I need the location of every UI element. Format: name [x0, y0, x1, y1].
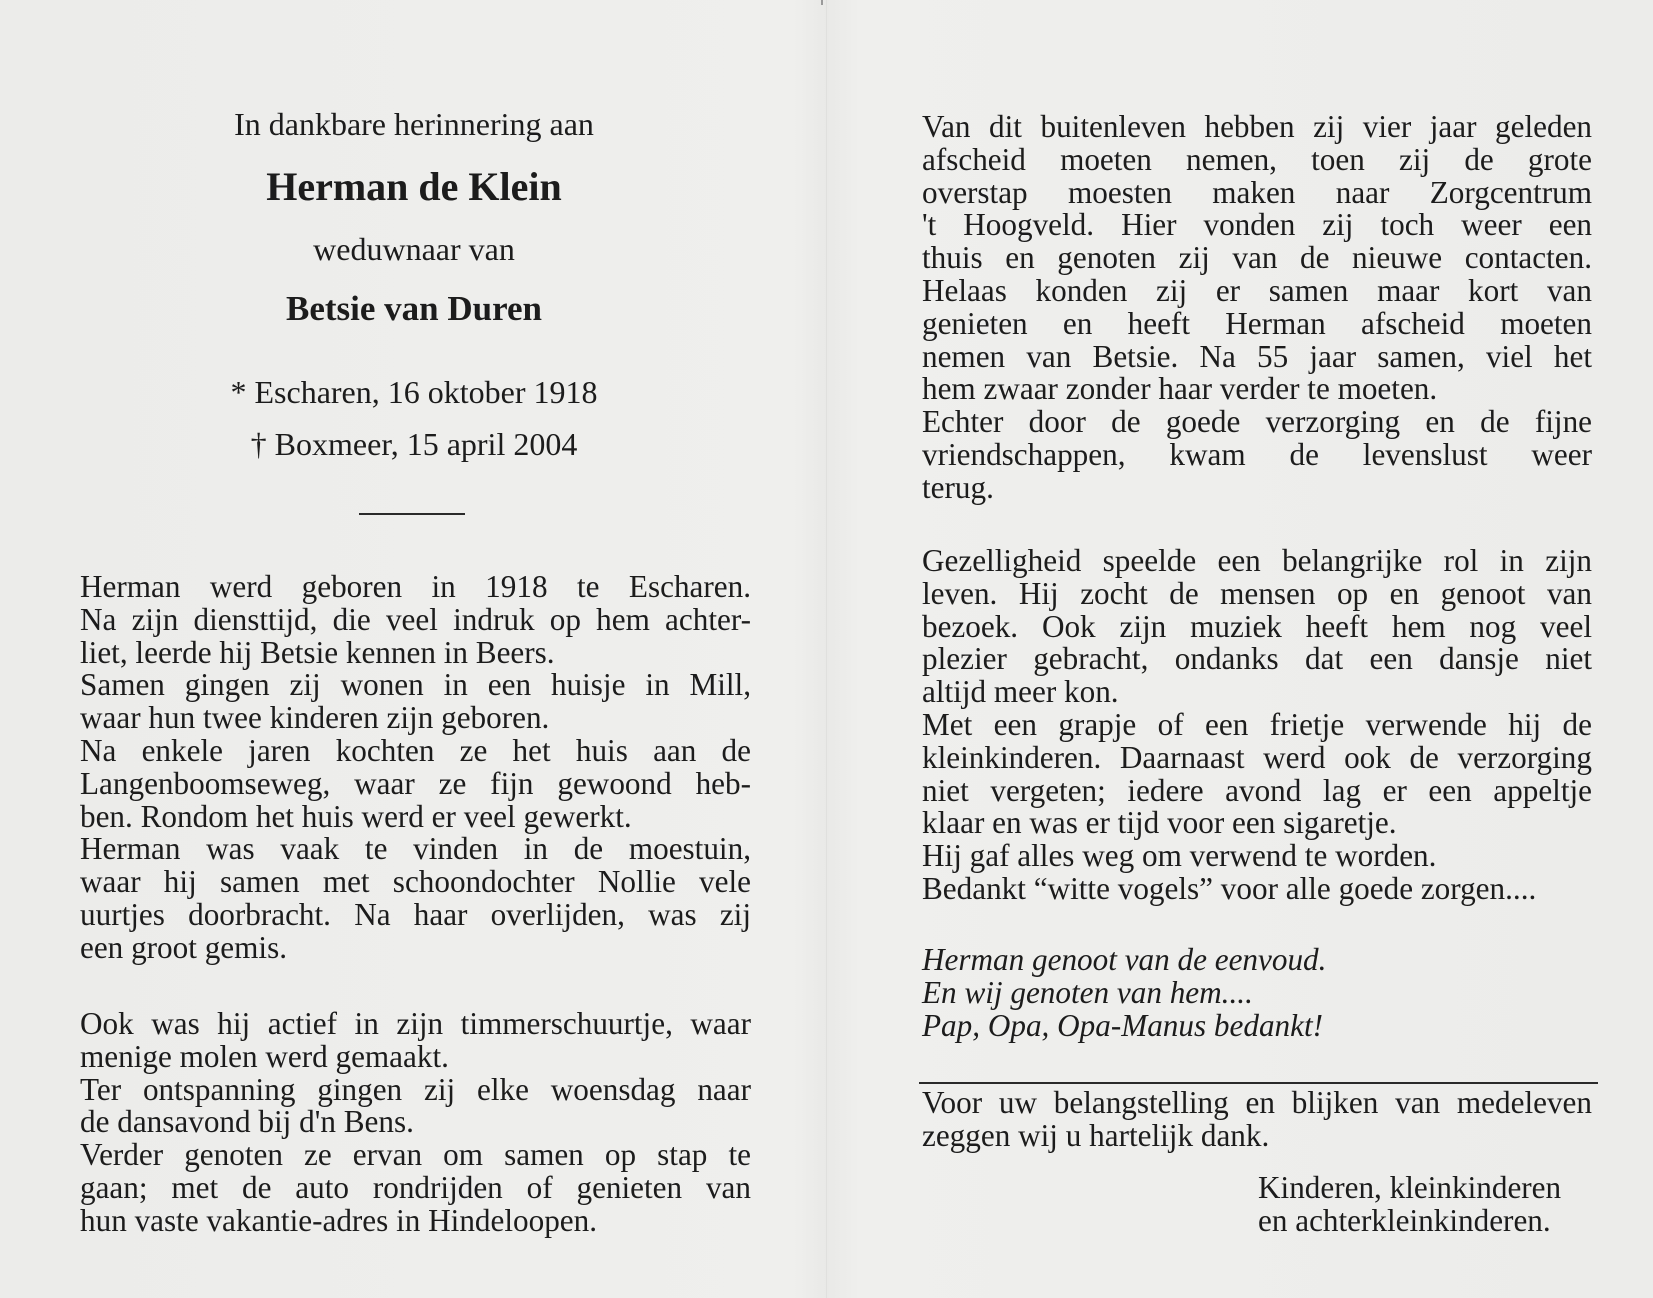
text-line: Voor uw belangstelling en blijken van medeleven — [922, 1085, 1592, 1120]
text-line: klaar en was er tijd voor een sigaretje. — [922, 805, 1397, 841]
center-fold — [826, 0, 827, 1298]
text-line: terug. — [922, 469, 994, 505]
text-line: gaan; met de auto rondrijden of genieten van — [80, 1169, 751, 1205]
text-line: Hij gaf alles weg om verwend te worden. — [922, 838, 1437, 874]
text-line: Pap, Opa, Opa-Manus bedankt! — [922, 1007, 1324, 1043]
text-line: 't Hoogveld. Hier vonden zij toch weer een — [922, 207, 1592, 243]
text-line: zeggen wij u hartelijk dank. — [922, 1117, 1270, 1153]
text-line: afscheid moeten nemen, toen zij de grote — [922, 141, 1592, 177]
text-line: menige molen werd gemaakt. — [80, 1038, 449, 1074]
text-line: Van dit buitenleven hebben zij vier jaar geleden — [922, 109, 1592, 144]
divider-short — [359, 513, 465, 515]
right-paragraph-1 — [922, 111, 1592, 505]
text-line: Met een grapje of een frietje verwende hij de — [922, 706, 1592, 742]
text-line: nemen van Betsie. Na 55 jaar samen, viel het — [922, 338, 1592, 374]
text-line: liet, leerde hij Betsie kennen in Beers. — [80, 634, 555, 670]
death-line: † Boxmeer, 15 april 2004 — [250, 426, 578, 462]
text-line: Herman werd geboren in 1918 te Escharen. — [80, 569, 751, 604]
left-paragraph-1 — [80, 571, 751, 965]
divider-long — [919, 1082, 1598, 1084]
text-line: Na enkele jaren kochten ze het huis aan de — [80, 732, 751, 768]
text-line: thuis en genoten zij van de nieuwe contacten. — [922, 240, 1592, 276]
text-line: niet vergeten; iedere avond lag er een appeltje — [922, 772, 1592, 808]
text-line: waar hij samen met schoondochter Nollie vele — [80, 864, 751, 900]
text-line: Herman was vaak te vinden in de moestuin, — [80, 831, 751, 867]
spouse-name: Betsie van Duren — [285, 289, 543, 328]
text-line: Ook was hij actief in zijn timmerschuurtje, waar — [80, 1006, 751, 1041]
text-line: een groot gemis. — [80, 929, 287, 965]
text-line: overstap moesten maken naar Zorgcentrum — [922, 174, 1592, 210]
text-line: hem zwaar zonder haar verder te moeten. — [922, 371, 1438, 407]
text-line: Verder genoten ze ervan om samen op stap te — [80, 1137, 751, 1173]
deceased-name: Herman de Klein — [266, 164, 562, 209]
text-line: Kinderen, kleinkinderen — [1258, 1170, 1562, 1205]
text-line: Ter ontspanning gingen zij elke woensdag naar — [80, 1071, 751, 1107]
birth-line: * Escharen, 16 oktober 1918 — [230, 374, 598, 410]
text-line: de dansavond bij d'n Bens. — [80, 1104, 414, 1140]
text-line: bezoek. Ook zijn muziek heeft hem nog veel — [922, 608, 1592, 644]
text-line: En wij genoten van hem.... — [922, 974, 1253, 1010]
text-line: Bedankt “witte vogels” voor alle goede zorgen.... — [922, 870, 1537, 906]
text-line: hun vaste vakantie-adres in Hindeloopen. — [80, 1202, 598, 1238]
text-line: plezier gebracht, ondanks dat een dansje niet — [922, 641, 1592, 677]
text-line: Na zijn diensttijd, die veel indruk op hem achter- — [80, 601, 751, 637]
fold-mark — [821, 0, 823, 5]
text-line: kleinkinderen. Daarnaast werd ook de verzorging — [922, 739, 1592, 775]
text-line: Gezelligheid speelde een belangrijke rol in zijn — [922, 543, 1592, 578]
text-line: waar hun twee kinderen zijn geboren. — [80, 700, 550, 736]
text-line: altijd meer kon. — [922, 674, 1119, 710]
text-line: Helaas konden zij er samen maar kort van — [922, 272, 1592, 308]
text-line: genieten en heeft Herman afscheid moeten — [922, 305, 1592, 341]
relation-line: weduwnaar van — [313, 231, 515, 267]
text-line: Herman genoot van de eenvoud. — [922, 942, 1327, 977]
text-line: Langenboomseweg, waar ze fijn gewoond heb- — [80, 765, 751, 801]
text-line: en achterkleinkinderen. — [1258, 1203, 1551, 1238]
text-line: ben. Rondom het huis werd er veel gewerkt. — [80, 798, 632, 834]
right-paragraph-2 — [922, 545, 1592, 906]
text-line: uurtjes doorbracht. Na haar overlijden, was zij — [80, 896, 751, 932]
text-line: Samen gingen zij wonen in een huisje in Mill, — [80, 667, 751, 703]
family-signature — [1258, 1171, 1561, 1237]
text-line: vriendschappen, kwam de levenslust weer — [922, 436, 1592, 472]
intro-line: In dankbare herinnering aan — [234, 106, 594, 142]
text-line: leven. Hij zocht de mensen op en genoot van — [922, 575, 1592, 611]
left-paragraph-2 — [80, 1008, 751, 1238]
closing-italic — [922, 944, 1592, 1042]
text-line: Echter door de goede verzorging en de fijne — [922, 404, 1592, 440]
thanks-text — [922, 1087, 1592, 1153]
